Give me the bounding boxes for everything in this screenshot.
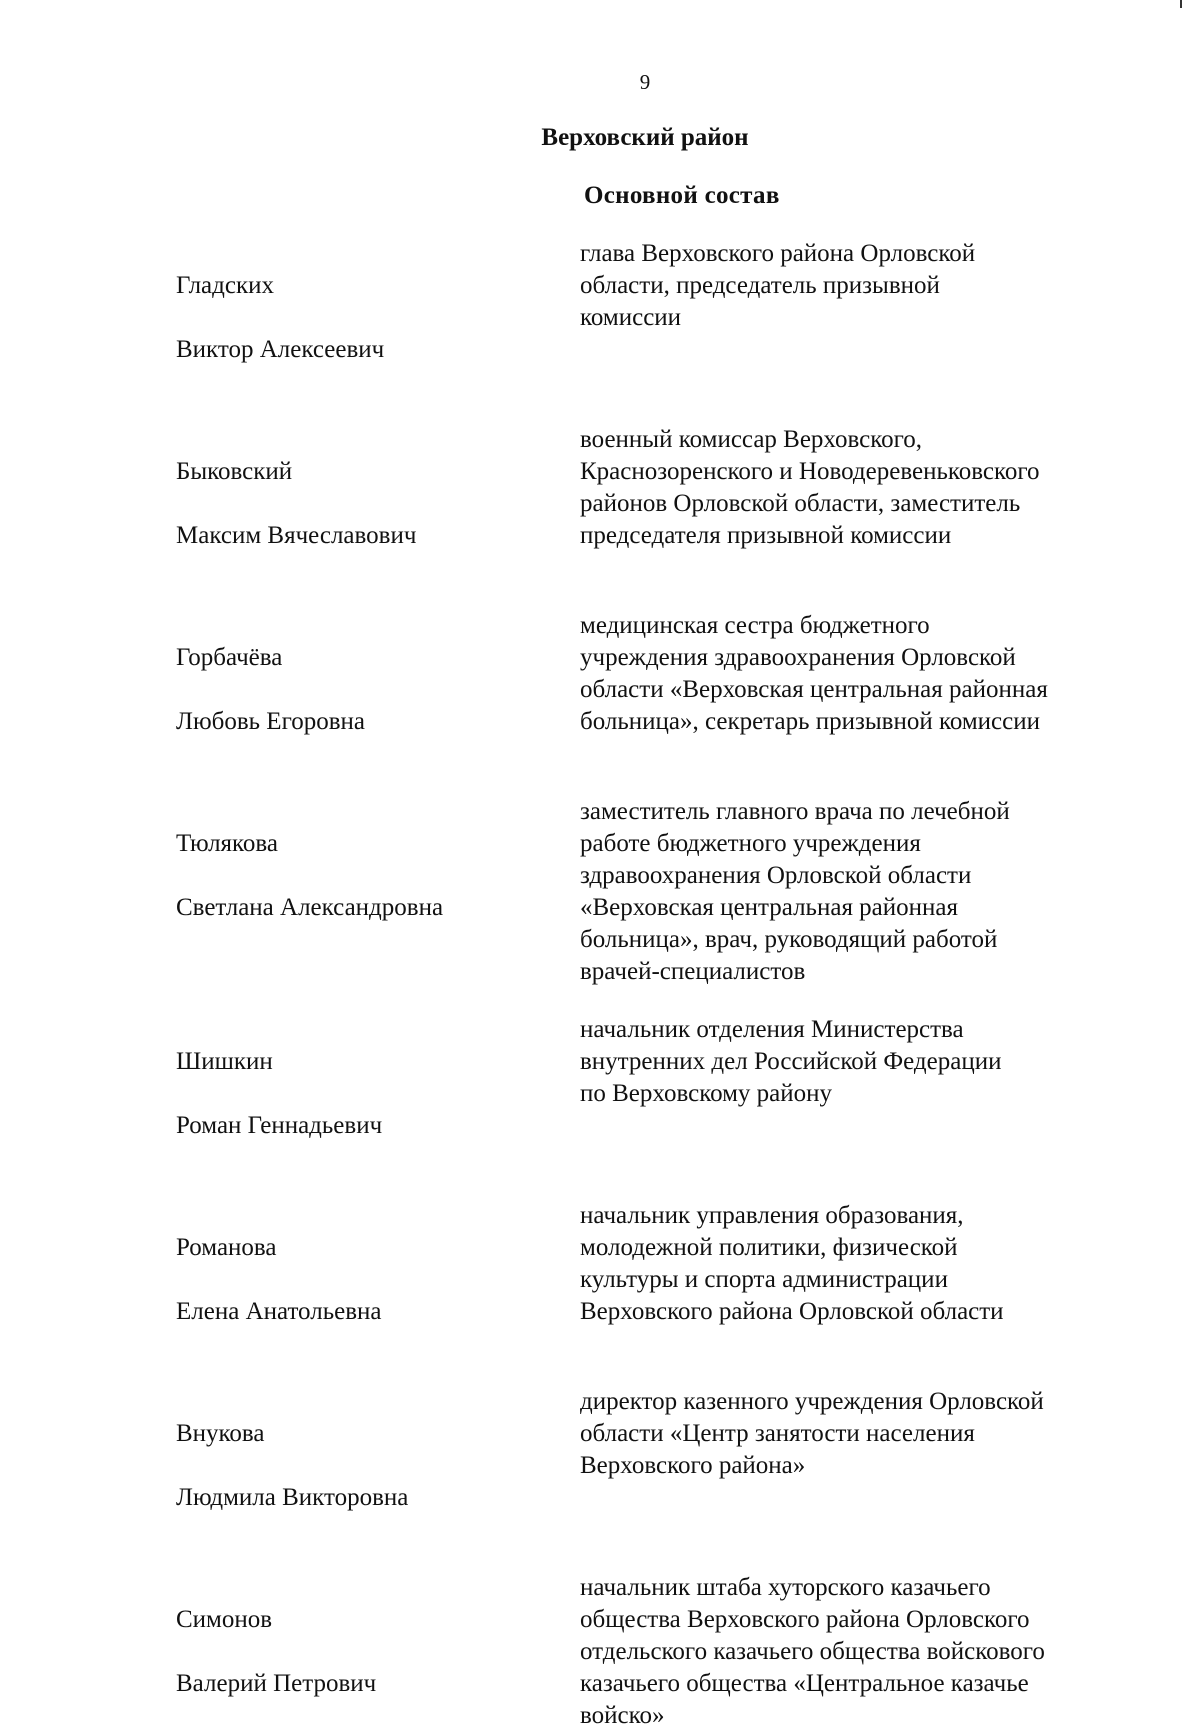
member-given-names: Любовь Егоровна bbox=[176, 708, 365, 735]
member-row bbox=[0, 1200, 1200, 1360]
member-surname: Романова bbox=[176, 1234, 277, 1261]
member-name bbox=[0, 796, 580, 988]
member-surname: Шишкин bbox=[176, 1048, 273, 1075]
member-name bbox=[0, 1014, 580, 1174]
district-title: Верховский район bbox=[541, 124, 749, 151]
member-row bbox=[0, 610, 1200, 770]
page-number: 9 bbox=[639, 70, 651, 94]
member-role: директор казенного учреждения Орловской области «Центр занятости населения Верховского района» bbox=[580, 1388, 1044, 1479]
member-name bbox=[0, 1572, 580, 1732]
member-row bbox=[0, 424, 1200, 584]
member-role: военный комиссар Верховского, Краснозоренского и Новодеревеньковского районов Орловской области, заместитель председателя призывной комиссии bbox=[580, 426, 1040, 549]
member-name bbox=[0, 1386, 580, 1546]
member-row bbox=[0, 796, 1200, 988]
member-surname: Внукова bbox=[176, 1420, 265, 1447]
member-given-names: Виктор Алексеевич bbox=[176, 336, 385, 363]
member-surname: Тюлякова bbox=[176, 830, 279, 857]
member-given-names: Максим Вячеславович bbox=[176, 522, 417, 549]
member-row bbox=[0, 1014, 1200, 1174]
member-name bbox=[0, 610, 580, 770]
member-role: заместитель главного врача по лечебной работе бюджетного учреждения здравоохранения Орловской области «Верховская центральная районная больница», врач, руководящий работой врачей-специалистов bbox=[580, 798, 1010, 985]
member-given-names: Роман Геннадьевич bbox=[176, 1112, 383, 1139]
member-surname: Горбачёва bbox=[176, 644, 283, 671]
member-name bbox=[0, 1200, 580, 1360]
member-given-names: Валерий Петрович bbox=[176, 1670, 377, 1697]
member-role: начальник штаба хуторского казачьего общества Верховского района Орловского отдельского казачьего общества войскового казачьего общества «Центральное казачье войско» bbox=[580, 1574, 1045, 1729]
member-role: начальник отделения Министерства внутренних дел Российской Федерации по Верховскому району bbox=[580, 1016, 1002, 1107]
member-row bbox=[0, 1386, 1200, 1546]
member-name bbox=[0, 424, 580, 584]
member-role: глава Верховского района Орловской области, председатель призывной комиссии bbox=[580, 240, 976, 331]
member-role: медицинская сестра бюджетного учреждения здравоохранения Орловской области «Верховская центральная районная больница», секретарь призывной комиссии bbox=[580, 612, 1048, 735]
member-given-names: Елена Анатольевна bbox=[176, 1298, 382, 1325]
members-list bbox=[0, 238, 1200, 1732]
member-surname: Гладских bbox=[176, 272, 274, 299]
member-row bbox=[0, 238, 1200, 398]
member-name bbox=[0, 238, 580, 398]
section-title: Основной состав bbox=[584, 182, 780, 209]
scan-edge-mark bbox=[1180, 0, 1182, 8]
member-given-names: Людмила Викторовна bbox=[176, 1484, 409, 1511]
member-given-names: Светлана Александровна bbox=[176, 894, 444, 921]
member-surname: Быковский bbox=[176, 458, 293, 485]
member-role: начальник управления образования, молодежной политики, физической культуры и спорта администрации Верховского района Орловской области bbox=[580, 1202, 1004, 1325]
member-surname: Симонов bbox=[176, 1606, 273, 1633]
member-row bbox=[0, 1572, 1200, 1732]
